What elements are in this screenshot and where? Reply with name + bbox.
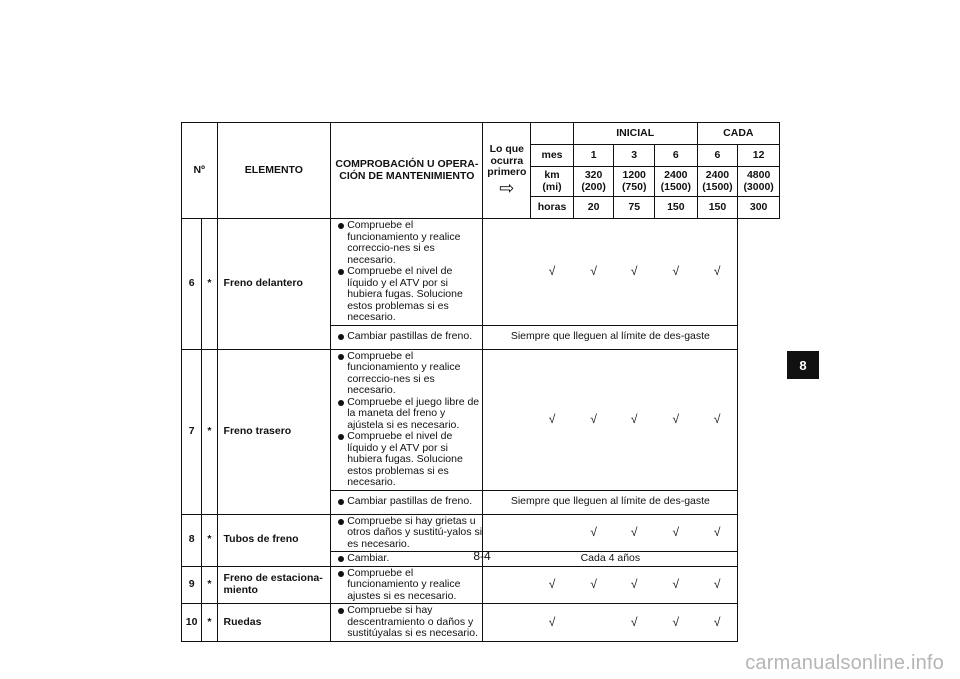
- header-interval-value: 150: [655, 197, 698, 219]
- item-number: 6: [182, 219, 202, 350]
- header-initial: INICIAL: [573, 123, 697, 145]
- item-extra-note: Cada 4 años: [483, 552, 738, 567]
- item-extra-check: [331, 325, 483, 349]
- header-interval-value: 2400 (1500): [655, 167, 698, 197]
- item-element: Ruedas: [217, 604, 331, 642]
- check-mark: √: [531, 566, 574, 604]
- item-blank-cell: [483, 514, 531, 552]
- item-number: 7: [182, 349, 202, 514]
- item-checks: [331, 219, 483, 326]
- check-list-item: Compruebe si hay descentramiento o daños y sustitúyalas si es necesario.: [338, 605, 482, 640]
- header-interval-value: 2400 (1500): [697, 167, 738, 197]
- item-checks: [331, 566, 483, 604]
- check-mark: √: [655, 349, 698, 490]
- header-interval-value: 20: [573, 197, 614, 219]
- check-list-item: Compruebe el funcionamiento y realice correccio-nes si es necesario.: [338, 220, 482, 266]
- item-star: *: [202, 219, 217, 350]
- header-interval-value: 320 (200): [573, 167, 614, 197]
- item-star: *: [202, 514, 217, 566]
- check-mark: √: [531, 604, 574, 642]
- item-element: Freno de estaciona-miento: [217, 566, 331, 604]
- check-list: [338, 331, 482, 343]
- check-mark: √: [697, 349, 738, 490]
- check-list-item: Compruebe el funcionamiento y realice correccio-nes si es necesario.: [338, 351, 482, 397]
- item-star: *: [202, 566, 217, 604]
- header-every: CADA: [697, 123, 779, 145]
- header-interval-value: 75: [614, 197, 655, 219]
- item-number: 8: [182, 514, 202, 566]
- header-interval-value: 1200 (750): [614, 167, 655, 197]
- check-list: [338, 220, 482, 324]
- table-row: [182, 604, 780, 642]
- header-interval-value: 4800 (3000): [738, 167, 780, 197]
- header-unit: horas: [531, 197, 574, 219]
- page-number: 8-4: [473, 549, 491, 563]
- check-list: [338, 496, 482, 508]
- check-list-item: Compruebe el nivel de líquido y el ATV por si hubiera fugas. Solucione estos problemas si es necesario.: [338, 266, 482, 324]
- header-first-occurs: [483, 123, 531, 219]
- item-blank-cell: [483, 566, 531, 604]
- check-mark: √: [697, 566, 738, 604]
- arrow-right-icon: ⇨: [499, 177, 515, 198]
- item-element: Tubos de freno: [217, 514, 331, 566]
- check-mark: √: [697, 604, 738, 642]
- check-list-item: Cambiar.: [338, 553, 482, 565]
- watermark-text: carmanualsonline.info: [745, 652, 944, 674]
- check-list: [338, 568, 482, 603]
- header-check: COMPROBACIÓN U OPERA-CIÓN DE MANTENIMIENTO: [331, 123, 483, 219]
- item-extra-check: [331, 552, 483, 567]
- header-interval-value: 6: [655, 145, 698, 167]
- check-mark: √: [655, 219, 698, 326]
- item-checks: [331, 349, 483, 490]
- item-star: *: [202, 349, 217, 514]
- check-list: [338, 516, 482, 551]
- check-mark: √: [614, 514, 655, 552]
- check-list: [338, 351, 482, 489]
- check-list: [338, 605, 482, 640]
- check-list-item: Compruebe el nivel de líquido y el ATV por si hubiera fugas. Solucione estos problemas si es necesario.: [338, 431, 482, 489]
- header-interval-value: 150: [697, 197, 738, 219]
- check-mark: √: [573, 566, 614, 604]
- item-star: *: [202, 604, 217, 642]
- item-extra-check: [331, 490, 483, 514]
- check-mark: √: [655, 566, 698, 604]
- header-unit: mes: [531, 145, 574, 167]
- table-row: [182, 514, 780, 552]
- item-extra-note: Siempre que lleguen al límite de des-gaste: [483, 490, 738, 514]
- check-list: [338, 553, 482, 565]
- check-mark: √: [655, 514, 698, 552]
- check-mark: √: [573, 349, 614, 490]
- header-unit: km (mi): [531, 167, 574, 197]
- maintenance-table: [181, 122, 780, 642]
- item-blank-cell: [483, 219, 531, 326]
- check-mark: √: [614, 349, 655, 490]
- check-mark: √: [573, 219, 614, 326]
- check-mark: √: [614, 604, 655, 642]
- maintenance-table-body: [182, 123, 780, 642]
- check-mark: √: [697, 514, 738, 552]
- header-interval-value: 3: [614, 145, 655, 167]
- item-number: 10: [182, 604, 202, 642]
- check-mark: [573, 604, 614, 642]
- check-mark: √: [655, 604, 698, 642]
- item-checks: [331, 604, 483, 642]
- chapter-tab: 8: [787, 351, 819, 379]
- item-extra-note: Siempre que lleguen al límite de des-gaste: [483, 325, 738, 349]
- check-mark: [531, 514, 574, 552]
- first-occurs-label: Lo que ocurra primero: [487, 143, 527, 179]
- header-interval-value: 6: [697, 145, 738, 167]
- check-mark: √: [614, 219, 655, 326]
- item-element: Freno delantero: [217, 219, 331, 350]
- header-interval-value: 1: [573, 145, 614, 167]
- check-list-item: Compruebe si hay grietas u otros daños y sustitú-yalos si es necesario.: [338, 516, 482, 551]
- item-checks: [331, 514, 483, 552]
- header-interval-value: 12: [738, 145, 780, 167]
- header-element: ELEMENTO: [217, 123, 331, 219]
- check-list-item: Compruebe el funcionamiento y realice ajustes si es necesario.: [338, 568, 482, 603]
- header-no: Nº: [182, 123, 218, 219]
- check-mark: √: [697, 219, 738, 326]
- item-number: 9: [182, 566, 202, 604]
- check-mark: √: [614, 566, 655, 604]
- header-blank: [531, 123, 574, 145]
- table-row: [182, 219, 780, 326]
- check-mark: √: [531, 349, 574, 490]
- item-element: Freno trasero: [217, 349, 331, 514]
- item-blank-cell: [483, 604, 531, 642]
- table-row: [182, 566, 780, 604]
- check-list-item: Compruebe el juego libre de la maneta del freno y ajústela si es necesario.: [338, 397, 482, 432]
- check-mark: √: [573, 514, 614, 552]
- check-list-item: Cambiar pastillas de freno.: [338, 496, 482, 508]
- check-mark: √: [531, 219, 574, 326]
- check-list-item: Cambiar pastillas de freno.: [338, 331, 482, 343]
- item-blank-cell: [483, 349, 531, 490]
- header-interval-value: 300: [738, 197, 780, 219]
- table-row: [182, 349, 780, 490]
